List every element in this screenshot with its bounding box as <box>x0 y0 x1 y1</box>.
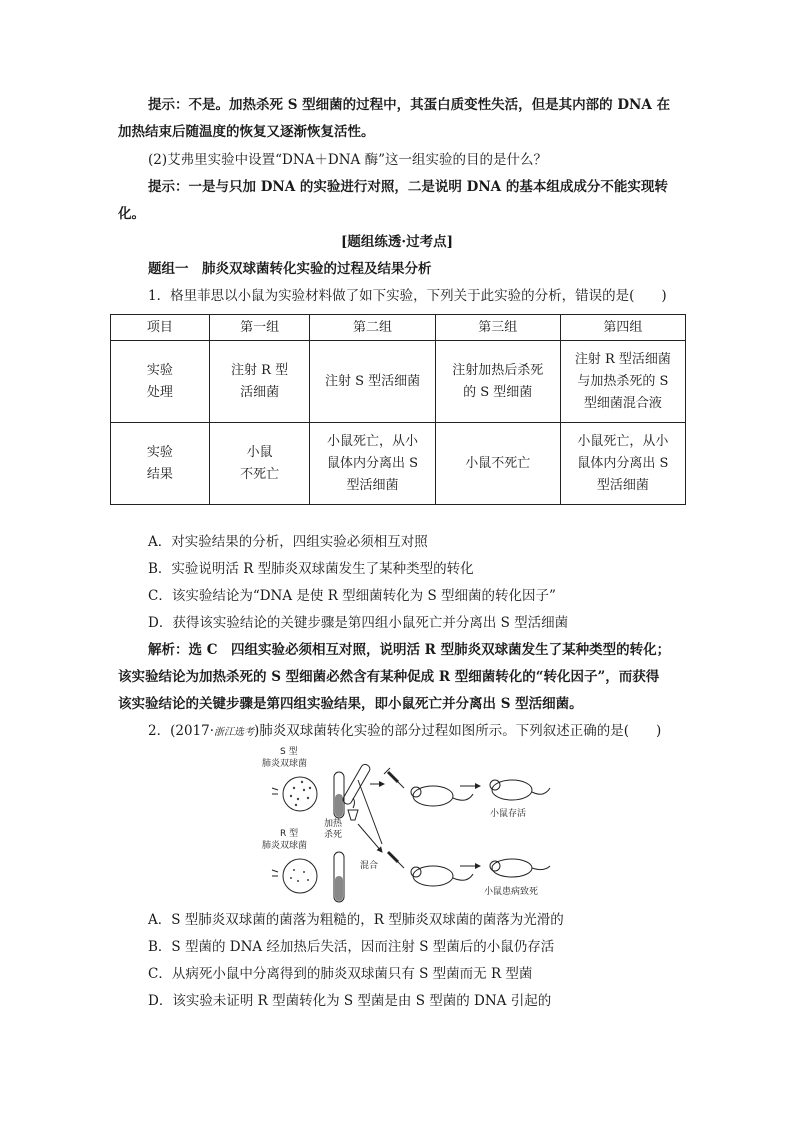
question-2-option-d: D．该实验未证明 R 型菌转化为 S 型菌是由 S 型菌的 DNA 引起的 <box>148 993 552 1009</box>
table-row <box>111 423 686 505</box>
table-header-row <box>111 315 686 341</box>
mouse-bottom-icon <box>411 866 473 886</box>
s-type-label-2: 肺炎双球菌 <box>262 759 308 769</box>
hint2-line1: 提示：一是与只加 DNA 的实验进行对照，二是说明 DNA 的基本组成成分不能实现转 <box>148 179 668 195</box>
test-tube-r-icon <box>334 852 344 902</box>
table-cell: 注射 R 型活细菌 与加热杀死的 S 型细菌混合液 <box>560 341 685 423</box>
table-cell: 小鼠死亡，从小 鼠体内分离出 S 型活细菌 <box>310 423 435 505</box>
table-header-cell: 项目 <box>111 315 210 341</box>
question-1-option-c: C．该实验结论为“DNA 是使 R 型细菌转化为 S 型细菌的转化因子” <box>148 588 556 604</box>
table-cell: 小鼠 不死亡 <box>209 423 310 505</box>
mix-label: 混合 <box>360 861 379 871</box>
question-1-option-d: D．获得该实验结论的关键步骤是第四组小鼠死亡并分离出 S 型活细菌 <box>148 615 569 631</box>
analysis-line2: 该实验结论为加热杀死的 S 型细菌必然含有某种促成 R 型细菌转化的“转化因子”，而获得 <box>118 669 660 685</box>
table-header-cell: 第一组 <box>209 315 310 341</box>
question-1-stem: 1．格里菲思以小鼠为实验材料做了如下实验，下列关于此实验的分析，错误的是( ) <box>148 288 667 304</box>
table-cell: 注射加热后杀死 的 S 型细菌 <box>435 341 560 423</box>
table-row <box>111 341 686 423</box>
r-type-label: R 型 <box>280 829 299 839</box>
question-2-text: (2)艾弗里实验中设置“DNA＋DNA 酶”这一组实验的目的是什么？ <box>148 152 547 168</box>
table-header-cell: 第二组 <box>310 315 435 341</box>
transformation-experiment-diagram <box>258 744 558 904</box>
test-tube-s-icon <box>334 772 344 818</box>
table-header-cell: 第三组 <box>435 315 560 341</box>
table-cell: 小鼠死亡，从小 鼠体内分离出 S 型活细菌 <box>560 423 685 505</box>
analysis-line3: 该实验结论的关键步骤是第四组实验结果，即小鼠死亡并分离出 S 型活细菌。 <box>118 696 583 712</box>
mouse-dead-icon <box>490 859 550 877</box>
heat-label-2: 杀死 <box>324 830 343 840</box>
table-row-label: 实验 处理 <box>111 341 210 423</box>
question-2-stem: 2．(2017·浙江选考)肺炎双球菌转化实验的部分过程如图所示。下列叙述正确的是( ) <box>148 723 662 739</box>
table-cell: 注射 R 型 活细菌 <box>209 341 310 423</box>
hint1-line1: 提示：不是。加热杀死 S 型细菌的过程中，其蛋白质变性失活，但是其内部的 DNA 在 <box>148 97 671 113</box>
hint2-line2: 化。 <box>118 206 145 222</box>
mouse-top-icon <box>411 786 473 806</box>
heat-label-1: 加热 <box>324 819 343 829</box>
mouse-alive-icon <box>490 780 550 800</box>
syringe-bottom-icon <box>388 852 404 868</box>
table-row-label: 实验 结果 <box>111 423 210 505</box>
question-2-option-a: A．S 型肺炎双球菌的菌落为粗糙的，R 型肺炎双球菌的菌落为光滑的 <box>148 912 564 928</box>
survive-label: 小鼠存活 <box>490 809 527 819</box>
question-1-option-b: B．实验说明活 R 型肺炎双球菌发生了某种类型的转化 <box>148 561 474 577</box>
experiment-table <box>110 314 686 505</box>
r-petri-dish-icon <box>283 859 317 893</box>
table-header-cell: 第四组 <box>560 315 685 341</box>
question-source: 浙江选考 <box>214 727 255 738</box>
hint1-line2: 加热结束后随温度的恢复又逐渐恢复活性。 <box>118 124 375 140</box>
s-type-label: S 型 <box>280 747 298 757</box>
table-cell: 小鼠不死亡 <box>435 423 560 505</box>
question-1-option-a: A．对实验结果的分析，四组实验必须相互对照 <box>148 534 428 550</box>
question-2-option-c: C．从病死小鼠中分离得到的肺炎双球菌只有 S 型菌而无 R 型菌 <box>148 966 533 982</box>
group-title: 题组一 肺炎双球菌转化实验的过程及结果分析 <box>148 261 432 277</box>
r-type-label-2: 肺炎双球菌 <box>262 841 308 851</box>
heating-tube-icon <box>342 763 372 820</box>
question-2-option-b: B．S 型菌的 DNA 经加热后失活，因而注射 S 型菌后的小鼠仍存活 <box>148 939 555 955</box>
table-cell: 注射 S 型活细菌 <box>310 341 435 423</box>
die-label: 小鼠患病致死 <box>484 887 539 897</box>
s-petri-dish-icon <box>283 777 317 811</box>
syringe-top-icon <box>384 768 404 788</box>
analysis-line1: 解析：选 C 四组实验必须相互对照，说明活 R 型肺炎双球菌发生了某种类型的转化； <box>148 642 671 658</box>
section-title: [题组练透·过考点] <box>341 234 453 250</box>
